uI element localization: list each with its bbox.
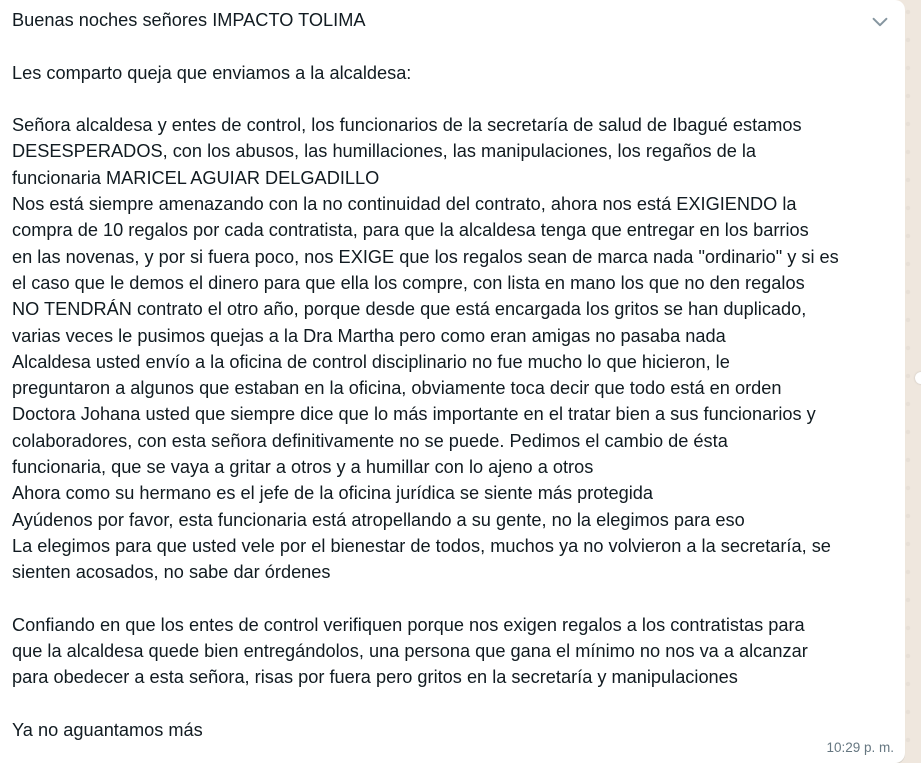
- message-line: Señora alcaldesa y entes de control, los funcionarios de la secretaría de salud de Ibagué estamos: [12, 115, 802, 136]
- message-line: funcionaria, que se vaya a gritar a otros y a humillar con lo ajeno a otros: [12, 457, 594, 478]
- message-line: varias veces le pusimos quejas a la Dra Martha pero como eran amigas no pasaba nada: [12, 325, 726, 346]
- message-line: el caso que le demos el dinero para que ella los compre, con lista en mano los que no den regalos: [12, 272, 805, 293]
- message-line: La elegimos para que usted vele por el bienestar de todos, muchos ya no volvieron a la secretaría, se: [12, 535, 831, 556]
- message-line: Alcaldesa usted envío a la oficina de control disciplinario no fue mucho lo que hicieron, le: [12, 351, 730, 372]
- message-line: Ahora como su hermano es el jefe de la oficina jurídica se siente más protegida: [12, 483, 653, 504]
- message-line: Nos está siempre amenazando con la no continuidad del contrato, ahora nos está EXIGIENDO la: [12, 194, 797, 215]
- message-line: colaboradores, con esta señora definitivamente no se puede. Pedimos el cambio de ésta: [12, 430, 728, 451]
- message-line: NO TENDRÁN contrato el otro año, porque desde que está encargada los gritos se han duplicado,: [12, 299, 807, 320]
- message-text: [12, 7, 897, 743]
- message-line: [12, 86, 897, 112]
- message-line: Buenas noches señores IMPACTO TOLIMA: [12, 10, 366, 30]
- scroll-handle[interactable]: [915, 372, 921, 384]
- message-line: Doctora Johana usted que siempre dice que lo más importante en el tratar bien a sus funcionarios y: [12, 404, 816, 425]
- message-line: para obedecer a esta señora, risas por fuera pero gritos en la secretaría y manipulaciones: [12, 667, 738, 688]
- message-line: compra de 10 regalos por cada contratista, para que la alcaldesa tenga que entregar en los barrios: [12, 220, 809, 241]
- message-line: Ayúdenos por favor, esta funcionaria está atropellando a su gente, no la elegimos para eso: [12, 509, 745, 530]
- message-line: preguntaron a algunos que estaban en la oficina, obviamente toca decir que todo está en orden: [12, 378, 782, 399]
- message-line: [12, 586, 897, 612]
- message-line: [12, 691, 897, 717]
- message-line: sienten acosados, no sabe dar órdenes: [12, 562, 331, 583]
- message-line: Ya no aguantamos más: [12, 720, 203, 741]
- message-line: en las novenas, y por si fuera poco, nos EXIGE que los regalos sean de marca nada "ordinario" y si es: [12, 246, 839, 267]
- message-line: Les comparto queja que enviamos a la alcaldesa:: [12, 62, 412, 83]
- message-line: que la alcaldesa quede bien entregándolos, una persona que gana el mínimo no nos va a alcanzar: [12, 641, 808, 662]
- message-line: funcionaria MARICEL AGUIAR DELGADILLO: [12, 167, 380, 188]
- message-line: [12, 33, 897, 59]
- message-timestamp: 10:29 p. m.: [826, 740, 894, 755]
- message-line: Confiando en que los entes de control verifiquen porque nos exigen regalos a los contratistas para: [12, 614, 805, 635]
- message-line: DESESPERADOS, con los abusos, las humillaciones, las manipulaciones, los regaños de la: [12, 141, 757, 162]
